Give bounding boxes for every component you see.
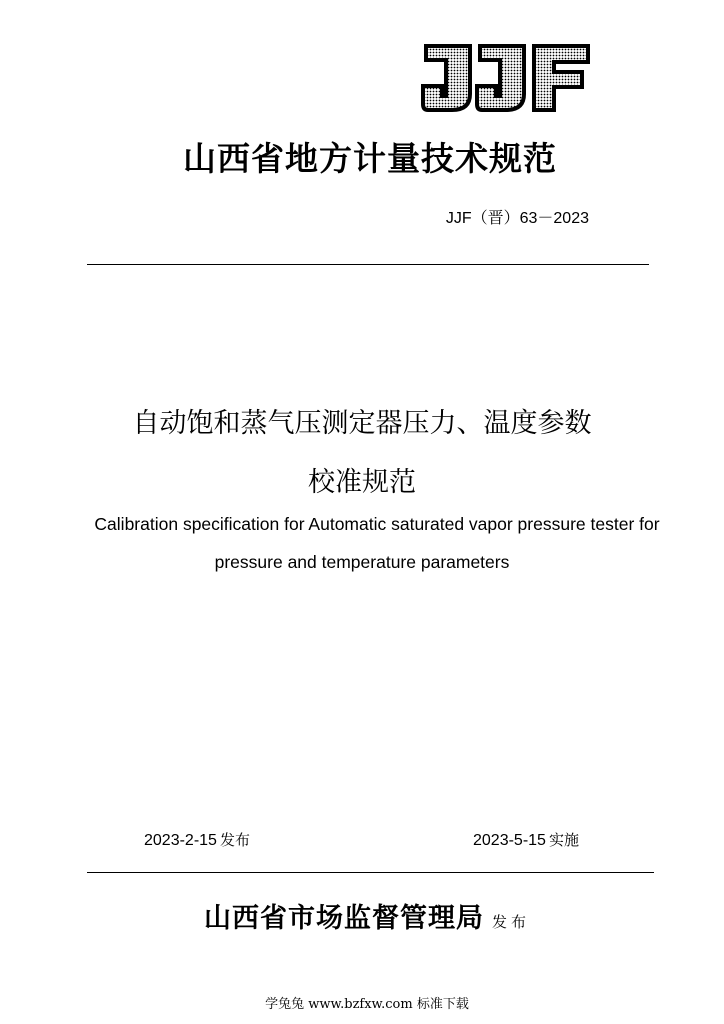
issue-date-value: 2023-2-15	[144, 832, 217, 849]
publisher-suffix: 发布	[491, 913, 530, 931]
issue-date	[144, 829, 250, 850]
bottom-divider	[87, 872, 654, 873]
chinese-title-line-2: 校准规范	[308, 467, 416, 498]
series-title: 山西省地方计量技术规范	[183, 139, 557, 178]
english-title-line-2: pressure and temperature parameters	[214, 552, 510, 572]
issue-date-label: 发布	[219, 831, 250, 849]
top-divider	[87, 264, 649, 265]
implementation-date	[473, 829, 579, 850]
implementation-date-label: 实施	[548, 831, 579, 849]
publisher	[0, 896, 724, 935]
watermark: 学兔兔 www.bzfxw.com 标准下载	[265, 997, 469, 1012]
publisher-name: 山西省市场监督管理局	[203, 903, 484, 934]
english-title-line-1: Calibration specification for Automatic saturated vapor pressure tester for	[94, 514, 660, 534]
chinese-title-line-1: 自动饱和蒸气压测定器压力、温度参数	[132, 408, 592, 439]
jjf-logo-icon	[420, 42, 592, 114]
implementation-date-value: 2023-5-15	[473, 832, 546, 849]
document-number: JJF（晋）63－2023	[445, 210, 589, 227]
